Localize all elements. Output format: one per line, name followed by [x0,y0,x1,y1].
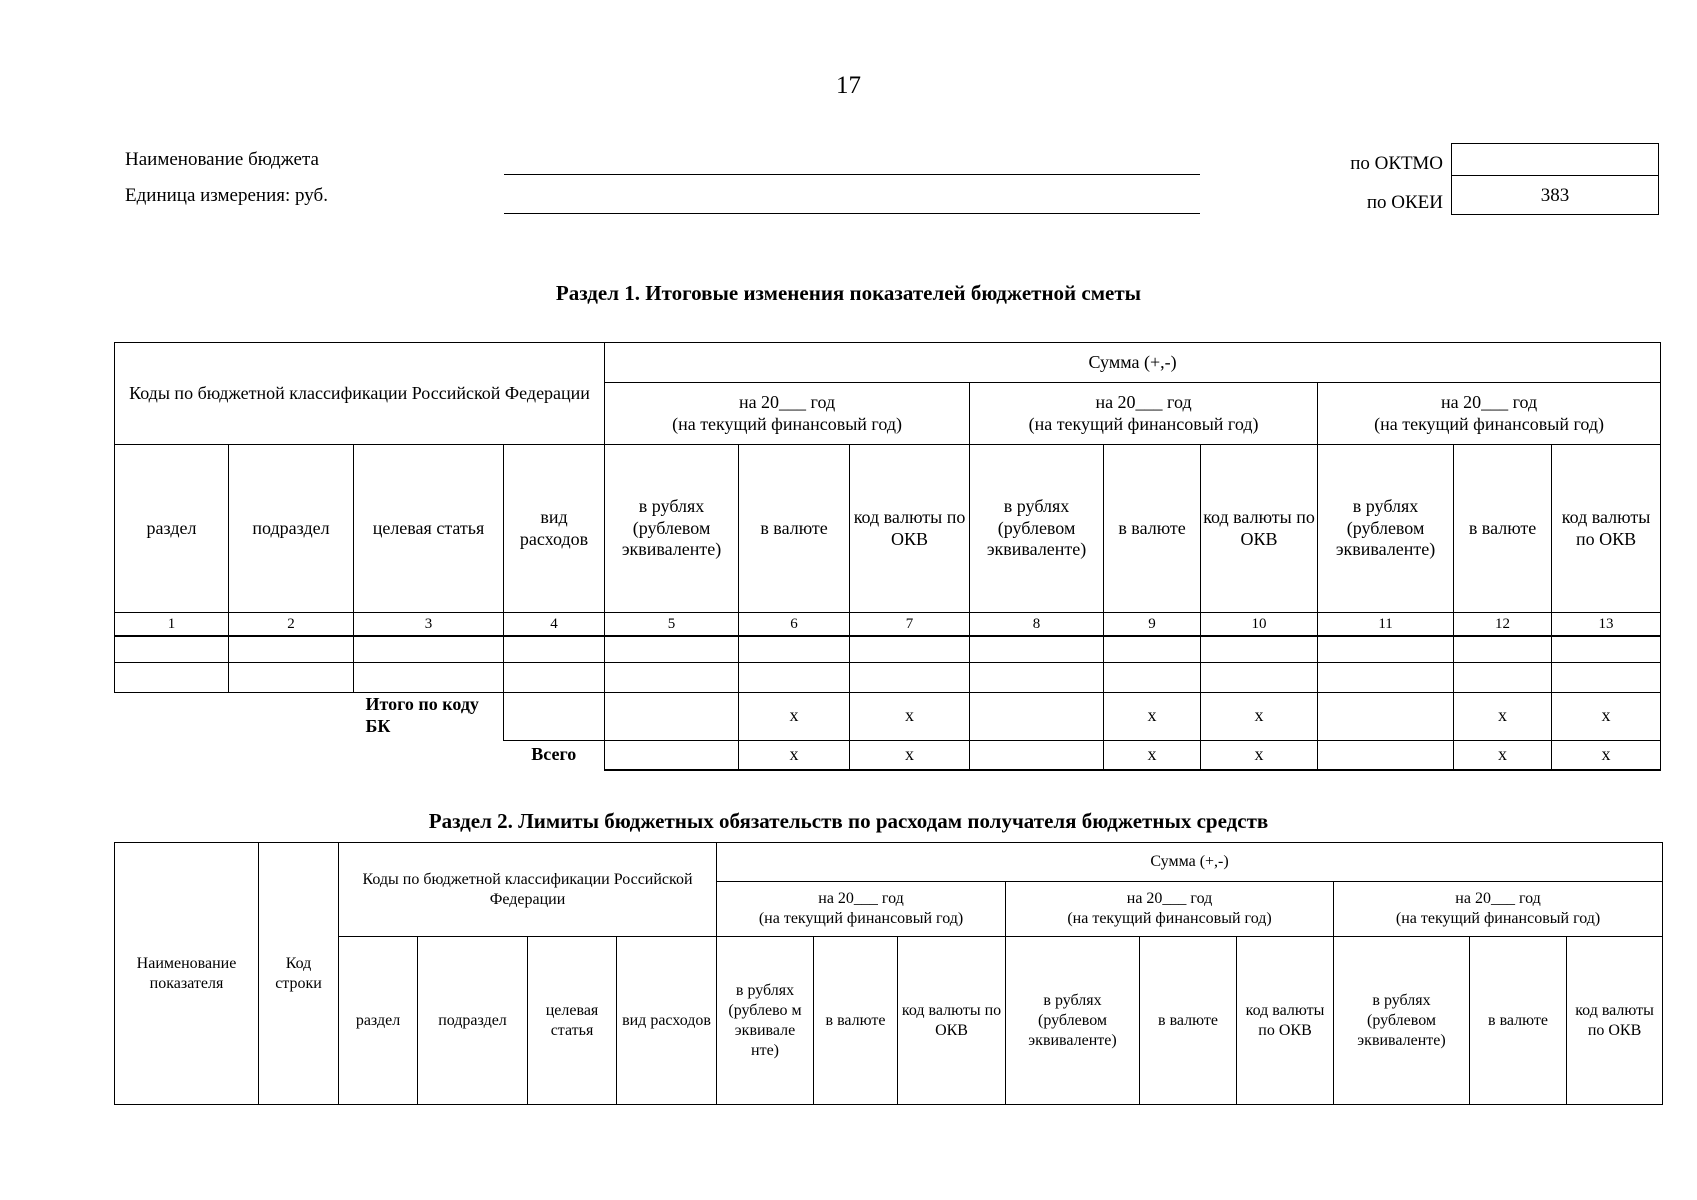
total-by-bk-label: Итого по коду БК [354,692,504,740]
table-cell[interactable] [1454,636,1552,662]
s1-sum-header: Сумма (+,-) [605,343,1661,383]
s1-col-section: раздел [115,445,229,613]
s1-year-group-3: на 20___ год (на текущий финансовый год) [1318,383,1661,445]
x-mark: х [850,740,970,770]
s1-col-subsection: подраздел [229,445,354,613]
table-cell[interactable] [970,636,1104,662]
s2-col-expense-type: вид расходов [617,937,717,1105]
s2-col-currency-2: в валюте [1140,937,1237,1105]
table-cell[interactable] [1201,662,1318,692]
table-cell[interactable] [605,740,739,770]
table-cell[interactable] [1104,636,1201,662]
x-mark: х [1454,692,1552,740]
table-row [115,662,1661,692]
s2-col-rub-1: в рублях (рублево м эквивале нте) [717,937,814,1105]
s1-colnum-11: 11 [1318,613,1454,637]
x-mark: х [1552,692,1661,740]
budget-name-field[interactable] [504,174,1200,175]
s2-codes-header: Коды по бюджетной классификации Российской Федерации [339,843,717,937]
s1-col-okv-1: код валюты по ОКВ [850,445,970,613]
page-number: 17 [836,72,861,99]
table-cell[interactable] [850,636,970,662]
s2-row-code-header: Код строки [259,843,339,1105]
x-mark: х [1104,692,1201,740]
s2-col-okv-3: код валюты по ОКВ [1567,937,1663,1105]
s2-col-currency-3: в валюте [1470,937,1567,1105]
total-by-bk-row [115,692,1661,740]
table-cell[interactable] [739,636,850,662]
x-mark: х [1552,740,1661,770]
table-cell[interactable] [605,692,739,740]
table-cell[interactable] [354,636,504,662]
table-cell[interactable] [354,662,504,692]
section2-title: Раздел 2. Лимиты бюджетных обязательств по расходам получателя бюджетных средств [428,809,1269,833]
section1-table [114,342,1661,771]
s2-indicator-header: Наименование показателя [115,843,259,1105]
s1-colnum-9: 9 [1104,613,1201,637]
table-cell[interactable] [970,740,1104,770]
section1-title: Раздел 1. Итоговые изменения показателей бюджетной сметы [555,281,1142,305]
s1-colnum-8: 8 [970,613,1104,637]
s2-col-currency-1: в валюте [814,937,898,1105]
x-mark: х [739,740,850,770]
s1-codes-header: Коды по бюджетной классификации Российской Федерации [115,343,605,445]
s1-col-rub-3: в рублях (рублевом эквиваленте) [1318,445,1454,613]
unit-label: Единица измерения: руб. [125,185,328,206]
s2-year-group-1: на 20___ год (на текущий финансовый год) [717,882,1006,937]
s2-year-group-3: на 20___ год (на текущий финансовый год) [1334,882,1663,937]
table-cell[interactable] [504,692,605,740]
s1-col-okv-2: код валюты по ОКВ [1201,445,1318,613]
table-cell[interactable] [605,636,739,662]
unit-field[interactable] [504,213,1200,214]
table-cell[interactable] [1201,636,1318,662]
s1-colnum-4: 4 [504,613,605,637]
s1-colnum-12: 12 [1454,613,1552,637]
s1-colnum-5: 5 [605,613,739,637]
s2-col-okv-1: код валюты по ОКВ [898,937,1006,1105]
s2-col-okv-2: код валюты по ОКВ [1237,937,1334,1105]
table-cell[interactable] [504,636,605,662]
table-cell[interactable] [1318,662,1454,692]
x-mark: х [850,692,970,740]
table-cell[interactable] [1552,662,1661,692]
s2-sum-header: Сумма (+,-) [717,843,1663,882]
s2-col-subsection: подраздел [418,937,528,1105]
s2-col-section: раздел [339,937,418,1105]
s1-col-currency-1: в валюте [739,445,850,613]
table-cell[interactable] [504,662,605,692]
s1-colnum-1: 1 [115,613,229,637]
table-cell[interactable] [605,662,739,692]
oktmo-code-box[interactable] [1451,143,1659,176]
table-cell[interactable] [850,662,970,692]
table-cell[interactable] [1318,636,1454,662]
x-mark: х [739,692,850,740]
s1-col-rub-1: в рублях (рублевом эквиваленте) [605,445,739,613]
table-cell[interactable] [1104,662,1201,692]
s1-col-target-item: целевая статья [354,445,504,613]
table-row [115,636,1661,662]
x-mark: х [1201,740,1318,770]
s2-col-rub-3: в рублях (рублевом эквиваленте) [1334,937,1470,1105]
s1-colnum-3: 3 [354,613,504,637]
x-mark: х [1104,740,1201,770]
s1-colnum-10: 10 [1201,613,1318,637]
s1-colnum-7: 7 [850,613,970,637]
s1-col-okv-3: код валюты по ОКВ [1552,445,1661,613]
s1-col-currency-3: в валюте [1454,445,1552,613]
table-cell[interactable] [739,662,850,692]
table-cell[interactable] [115,636,229,662]
table-cell[interactable] [1552,636,1661,662]
s1-year-group-1: на 20___ год (на текущий финансовый год) [605,383,970,445]
s2-year-group-2: на 20___ год (на текущий финансовый год) [1006,882,1334,937]
table-cell[interactable] [1318,692,1454,740]
table-cell[interactable] [229,636,354,662]
x-mark: х [1201,692,1318,740]
s2-col-target-item: целевая статья [528,937,617,1105]
s2-col-rub-2: в рублях (рублевом эквиваленте) [1006,937,1140,1105]
okei-code-box[interactable]: 383 [1451,175,1659,215]
oktmo-label: по ОКТМО [1350,153,1443,174]
s1-col-expense-type: вид расходов [504,445,605,613]
table-cell[interactable] [115,662,229,692]
s1-colnum-13: 13 [1552,613,1661,637]
table-cell[interactable] [1318,740,1454,770]
table-cell[interactable] [970,662,1104,692]
table-cell[interactable] [229,662,354,692]
section2-table [114,842,1663,1105]
s1-colnum-6: 6 [739,613,850,637]
x-mark: х [1454,740,1552,770]
s1-col-currency-2: в валюте [1104,445,1201,613]
table-cell[interactable] [1454,662,1552,692]
s1-year-group-2: на 20___ год (на текущий финансовый год) [970,383,1318,445]
s1-colnum-2: 2 [229,613,354,637]
grand-total-row [115,740,1661,770]
grand-total-label: Всего [504,740,605,770]
budget-name-label: Наименование бюджета [125,149,319,170]
okei-label: по ОКЕИ [1366,192,1443,213]
table-cell[interactable] [970,692,1104,740]
s1-col-rub-2: в рублях (рублевом эквиваленте) [970,445,1104,613]
